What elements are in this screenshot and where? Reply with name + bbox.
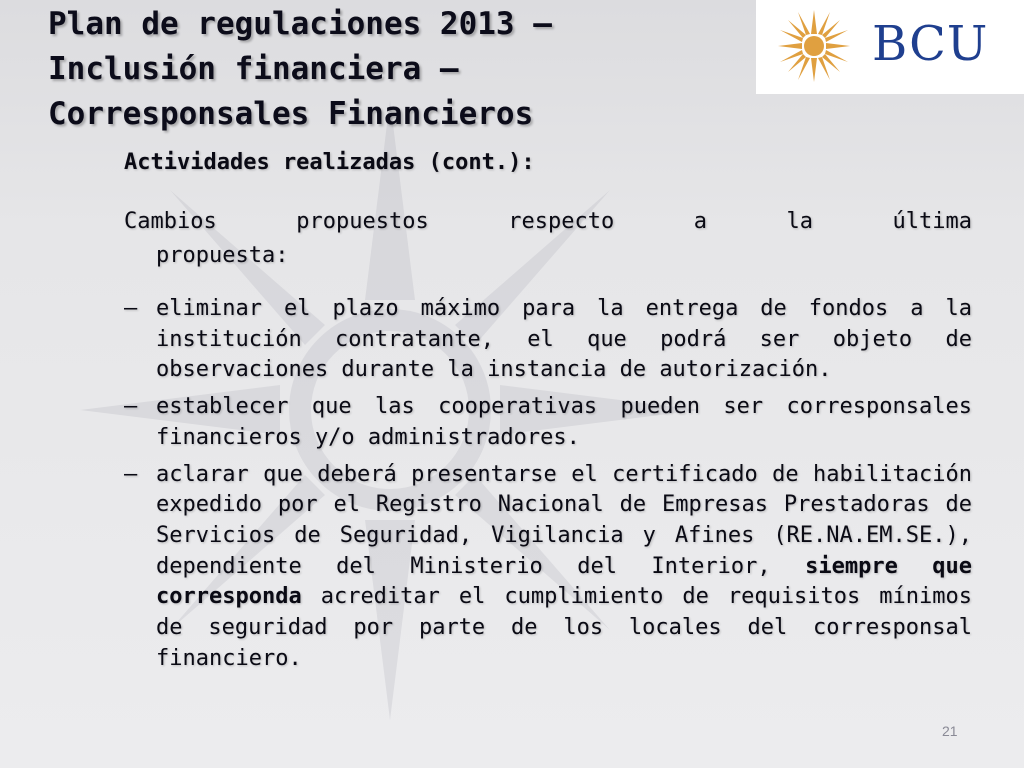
- bullet-item: [124, 294, 972, 386]
- bullet-text-emphasis: siempre que corresponda: [156, 553, 972, 610]
- intro-line-2: propuesta:: [156, 243, 289, 268]
- sun-emblem-icon: [776, 8, 852, 84]
- bullet-text: establecer que las cooperativas pueden ser corresponsales financieros y/o administradores.: [156, 394, 972, 450]
- bullet-list: [124, 294, 972, 680]
- bullet-item: [124, 392, 972, 453]
- bullet-item: [124, 460, 972, 675]
- slide-subtitle: Actividades realizadas (cont.):: [124, 150, 535, 175]
- bullet-text-end: acreditar el cumplimiento de requisitos mínimos de seguridad por parte de los locales del corresponsal financiero.: [156, 584, 972, 671]
- slide-title: Plan de regulaciones 2013 – Inclusión financiera – Corresponsales Financieros: [48, 6, 552, 132]
- bullet-text: eliminar el plazo máximo para la entrega de fondos a la institución contratante, el que podrá ser objeto de observaciones durante la instancia de autorización.: [156, 296, 972, 383]
- bcu-logo: [756, 0, 1024, 94]
- page-number: 21: [942, 723, 958, 739]
- bullet-dash: –: [124, 394, 138, 420]
- bullet-dash: –: [124, 461, 138, 487]
- bullet-text-start: aclarar que deberá presentarse el certificado de habilitación expedido por el Registro Nacional de Empresas Prestadoras de Servicios de Seguridad, Vigilancia y Afines (RE.NA.EM.SE.), dependiente del Ministerio del Interior,: [156, 461, 972, 579]
- logo-text: BCU: [872, 16, 989, 72]
- bullet-dash: –: [124, 296, 138, 321]
- intro-line-1: Cambios propuestos respecto a la última: [124, 209, 972, 234]
